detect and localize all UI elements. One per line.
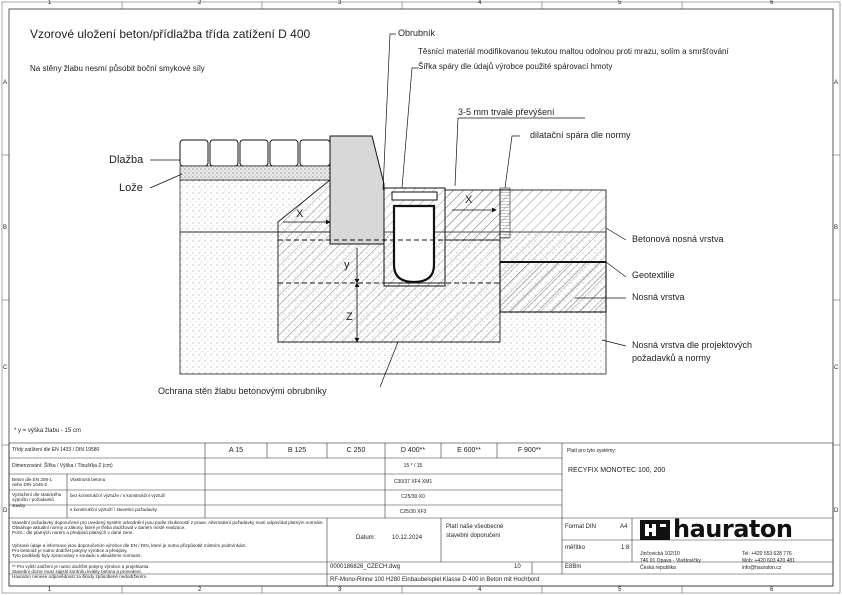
walls-note: Na stěny žlabu nesmí působit boční smykové síly [30, 64, 205, 73]
grid-row-d: D [3, 508, 8, 514]
class-d400: D 400** [400, 447, 426, 454]
grid-row-c-right: C [834, 365, 839, 371]
format-label: Format DIN [565, 524, 597, 530]
grid-row-c: C [3, 365, 8, 371]
row-rein-val1: C25/30 X0 [401, 494, 425, 500]
dim-x-left: X [296, 208, 304, 220]
grid-row-d-right: D [834, 508, 839, 514]
email-link[interactable]: info@hauraton.cz [742, 565, 782, 571]
systems-value: RECYFIX MONOTEC 100, 200 [568, 467, 666, 474]
address-1: Jinčovická 102/10 [640, 551, 680, 557]
dim-y: y [344, 259, 350, 271]
platnost: Platí naše všeobecné stavební doporučení [446, 524, 504, 539]
scale-value: 1:8 [621, 545, 630, 551]
hint-1: Vybrané údaje a informace jsou doporučením výrobce dle EN / DIN, které je nutno přizpůsobit místním podmínkám. [12, 543, 247, 548]
row-dims-value: 15 * / 15 [403, 463, 423, 469]
address-3: Česká republika [640, 565, 676, 571]
drawing-title: Vzorové uložení beton/přídlažba třída zatížení D 400 [30, 27, 311, 41]
footnote: * y = výška žlabu - 15 cm [14, 428, 81, 434]
row-concrete-label: Beton dle EN 206-1 nebo DIN 1045-2 [12, 477, 53, 488]
drawing-description: RF-Mono-Rinne 100 H280 Einbaubeispiel Klasse D 400 in Beton mit Hochbord [330, 577, 540, 583]
grid-col-2-bottom: 2 [198, 587, 202, 593]
systems-title: Platí pro tyto systémy: [567, 448, 617, 454]
grid-col-3: 3 [338, 0, 342, 6]
revision: 10 [514, 564, 521, 570]
row-dims-label: Dimenzování: Šířka / Výška / Tloušťka Z (cm) [12, 463, 113, 469]
mobile: Mob: +420 603 420 481 [742, 558, 795, 564]
grid-col-2: 2 [198, 0, 202, 6]
grid-col-4-bottom: 4 [478, 587, 482, 593]
hauraton-logo-mark [640, 520, 670, 540]
grid-row-b: B [3, 225, 8, 231]
grid-col-6-bottom: 6 [770, 587, 774, 593]
label-betonova: Betonová nosná vrstva [632, 234, 724, 244]
format-value: A4 [620, 524, 628, 530]
address-2: 746 01 Opava - Vlaštovičky [640, 558, 701, 564]
phone: Tel: +420 553 628 776 [742, 551, 792, 557]
disclaimer-1: Stavební požadavky doporučené pro uvedený systém odvodnění jsou podle zkušeností z praxe. Alternativní požadavky musí odpovídat platným normám. [12, 520, 324, 525]
table-header: Třídy zatížení dle EN 1433 / DIN 19580 [12, 447, 100, 453]
grid-col-1-bottom: 1 [48, 587, 52, 593]
class-e600: E 600** [457, 447, 481, 454]
disclaimer-3: Pozn.: dle platných norem a předpisů platných v dané zemi. [12, 530, 134, 535]
datum-value: 10.12.2024 [392, 535, 423, 541]
grid-col-3-bottom: 3 [338, 587, 342, 593]
note-2: Stavební dozor musí zajistit kontrolu kvality betonu a provedení. [12, 569, 142, 574]
label-loze: Lože [119, 182, 143, 194]
label-ochrana: Ochrana stěn žlabu betonovými obrubníky [158, 386, 327, 396]
row-concrete-sub: Vlastnosti betonu [70, 477, 106, 482]
label-dilatation: dilatační spára dle normy [530, 130, 631, 140]
datum-label: Datum: [356, 535, 376, 541]
row-rein-val2: C25/30 XF3 [399, 509, 427, 515]
grid-col-5: 5 [618, 0, 622, 6]
grid-col-5-bottom: 5 [618, 587, 622, 593]
language-code: E8Bm [565, 564, 582, 570]
hint-3: Tyto podklady byly zpracovány v souladu s aktuálními normami. [12, 553, 142, 558]
row-rein-sub2: s konstrukční výztuží / stavební požadavky [70, 507, 158, 512]
class-f900: F 900** [517, 447, 542, 454]
hint-2: Pro betonáž je nutno dodržet pokyny výrobce a předpisy. [12, 548, 128, 553]
note-1: ** Pro vyšší zatížení je nutno dodržet pokyny výrobce a projektanta. [12, 564, 150, 569]
disclaimer-2: Obsahuje aktuální normy a zákony, které je třeba dodržovat v daném místě realizace. [12, 525, 186, 530]
grid-row-b-right: B [834, 225, 839, 231]
row-rein-sub1: bez konstrukční výztuže / s konstrukční výztuží [70, 493, 166, 498]
label-geotextilie: Geotextilie [632, 270, 675, 280]
row-rein-label: Vyztužení dle statického výpočtu / požadavků stavby [12, 492, 62, 508]
grid-col-6: 6 [770, 0, 774, 6]
grid-col-1: 1 [48, 0, 52, 6]
scale-label: měřítko [565, 545, 586, 551]
class-c250: C 250 [346, 447, 366, 454]
label-nosna-projekt-2: požadavků a normy [632, 353, 711, 363]
label-sealing-1: Těsnící materiál modifikovanou tekutou maltou odolnou proti mrazu, solím a smršťování [418, 47, 729, 56]
label-obrubnik: Obrubník [398, 28, 436, 38]
grid-col-4: 4 [478, 0, 482, 6]
row-concrete-val: C30/37 XF4 XM1 [393, 479, 433, 485]
label-sealing-2: Šířka spáry dle údajů výrobce použité spárovací hmoty [418, 62, 613, 71]
company-logo: hauraton [673, 515, 793, 543]
label-nosna: Nosná vrstva [632, 292, 685, 302]
class-a15: A 15 [228, 447, 243, 454]
note-3: Hauraton nenese odpovědnost za škody způsobené nedodržením. [12, 574, 148, 579]
label-elevation: 3-5 mm trvalé převýšení [458, 107, 555, 117]
drawing-number: 0000186826_CZECH.dwg [330, 564, 401, 570]
grid-row-a: A [3, 80, 8, 86]
dim-z: Z [346, 311, 353, 323]
label-nosna-projekt-1: Nosná vrstva dle projektových [632, 340, 753, 350]
class-b125: B 125 [287, 447, 307, 454]
dim-x-right: X [465, 194, 473, 206]
label-dlazba: Dlažba [109, 154, 144, 166]
grid-row-a-right: A [834, 80, 839, 86]
